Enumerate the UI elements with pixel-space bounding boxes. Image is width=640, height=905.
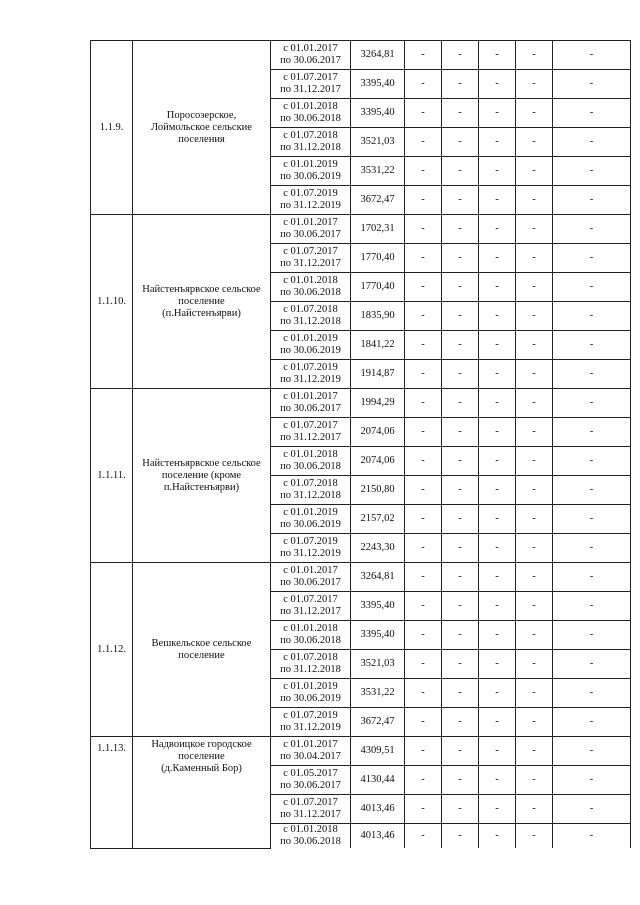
empty-value-dash: -	[516, 186, 553, 215]
empty-value-dash: -	[442, 650, 479, 679]
period-line: по 30.06.2018	[280, 113, 341, 124]
period-line: по 31.12.2018	[280, 316, 341, 327]
empty-value-dash: -	[553, 505, 631, 534]
tariff-value: 2157,02	[351, 505, 405, 534]
tariff-value: 1835,90	[351, 302, 405, 331]
empty-value-dash: -	[553, 157, 631, 186]
empty-value-dash: -	[516, 679, 553, 708]
table-row	[91, 563, 631, 592]
period-line: с 01.07.2017	[283, 246, 338, 257]
empty-value-dash: -	[553, 534, 631, 563]
tariff-value: 1770,40	[351, 244, 405, 273]
empty-value-dash: -	[442, 447, 479, 476]
period-line: по 31.12.2019	[280, 722, 341, 733]
period-line: по 31.12.2018	[280, 142, 341, 153]
empty-value-dash: -	[479, 244, 516, 273]
settlement-name-line: поселения	[178, 133, 225, 145]
empty-value-dash: -	[442, 41, 479, 70]
period-cell	[271, 273, 351, 302]
empty-value-dash: -	[442, 128, 479, 157]
empty-value-dash: -	[516, 273, 553, 302]
period-line: по 30.06.2017	[280, 403, 341, 414]
empty-value-dash: -	[442, 70, 479, 99]
empty-value-dash: -	[516, 215, 553, 244]
tariff-value: 3672,47	[351, 186, 405, 215]
tariff-value: 3521,03	[351, 650, 405, 679]
period-line: с 01.07.2019	[283, 188, 338, 199]
settlement-name-line: Лоймольское сельские	[151, 121, 252, 133]
period-line: по 30.06.2017	[280, 577, 341, 588]
period-line: с 01.01.2018	[283, 623, 338, 634]
period-cell	[271, 563, 351, 592]
empty-value-dash: -	[516, 41, 553, 70]
period-line: с 01.01.2017	[283, 43, 338, 54]
empty-value-dash: -	[479, 186, 516, 215]
empty-value-dash: -	[516, 331, 553, 360]
period-line: с 01.01.2017	[283, 391, 338, 402]
empty-value-dash: -	[479, 273, 516, 302]
period-cell	[271, 331, 351, 360]
empty-value-dash: -	[479, 389, 516, 418]
tariff-value: 2150,80	[351, 476, 405, 505]
empty-value-dash: -	[553, 476, 631, 505]
empty-value-dash: -	[553, 418, 631, 447]
period-line: с 01.01.2018	[283, 101, 338, 112]
period-line: по 31.12.2018	[280, 664, 341, 675]
period-line: с 01.07.2017	[283, 420, 338, 431]
tariff-value: 3395,40	[351, 621, 405, 650]
period-cell	[271, 737, 351, 766]
tariff-value: 3395,40	[351, 592, 405, 621]
tariff-value: 3264,81	[351, 41, 405, 70]
period-line: с 01.07.2017	[283, 72, 338, 83]
empty-value-dash: -	[553, 215, 631, 244]
period-cell	[271, 534, 351, 563]
tariff-value: 3395,40	[351, 99, 405, 128]
empty-value-dash: -	[516, 824, 553, 849]
empty-value-dash: -	[442, 99, 479, 128]
period-cell	[271, 128, 351, 157]
period-cell	[271, 679, 351, 708]
empty-value-dash: -	[405, 418, 442, 447]
empty-value-dash: -	[442, 505, 479, 534]
empty-value-dash: -	[405, 360, 442, 389]
period-line: по 30.06.2018	[280, 635, 341, 646]
empty-value-dash: -	[405, 215, 442, 244]
period-line: по 30.06.2017	[280, 780, 341, 791]
settlement-name-line: поселение	[178, 649, 225, 661]
period-cell	[271, 186, 351, 215]
empty-value-dash: -	[405, 766, 442, 795]
empty-value-dash: -	[516, 476, 553, 505]
empty-value-dash: -	[442, 186, 479, 215]
empty-value-dash: -	[405, 244, 442, 273]
period-line: с 01.07.2018	[283, 478, 338, 489]
empty-value-dash: -	[479, 41, 516, 70]
empty-value-dash: -	[516, 650, 553, 679]
tariff-value: 1702,31	[351, 215, 405, 244]
empty-value-dash: -	[442, 534, 479, 563]
empty-value-dash: -	[479, 679, 516, 708]
empty-value-dash: -	[479, 795, 516, 824]
period-line: с 01.01.2017	[283, 739, 338, 750]
empty-value-dash: -	[405, 99, 442, 128]
empty-value-dash: -	[479, 360, 516, 389]
period-line: по 30.06.2019	[280, 345, 341, 356]
tariff-value: 3521,03	[351, 128, 405, 157]
empty-value-dash: -	[553, 650, 631, 679]
empty-value-dash: -	[516, 418, 553, 447]
period-cell	[271, 157, 351, 186]
empty-value-dash: -	[405, 447, 442, 476]
empty-value-dash: -	[442, 157, 479, 186]
empty-value-dash: -	[553, 592, 631, 621]
empty-value-dash: -	[553, 302, 631, 331]
period-line: с 01.05.2017	[283, 768, 338, 779]
empty-value-dash: -	[479, 99, 516, 128]
empty-value-dash: -	[516, 389, 553, 418]
empty-value-dash: -	[516, 244, 553, 273]
empty-value-dash: -	[442, 679, 479, 708]
tariff-value: 2074,06	[351, 447, 405, 476]
empty-value-dash: -	[553, 766, 631, 795]
period-line: с 01.07.2018	[283, 304, 338, 315]
empty-value-dash: -	[553, 70, 631, 99]
empty-value-dash: -	[516, 157, 553, 186]
period-cell	[271, 795, 351, 824]
period-line: по 31.12.2017	[280, 258, 341, 269]
empty-value-dash: -	[442, 766, 479, 795]
period-line: по 31.12.2017	[280, 606, 341, 617]
empty-value-dash: -	[553, 41, 631, 70]
empty-value-dash: -	[442, 360, 479, 389]
period-line: по 30.06.2019	[280, 693, 341, 704]
empty-value-dash: -	[553, 447, 631, 476]
tariff-value: 3531,22	[351, 157, 405, 186]
empty-value-dash: -	[516, 302, 553, 331]
empty-value-dash: -	[405, 592, 442, 621]
empty-value-dash: -	[405, 273, 442, 302]
period-cell	[271, 360, 351, 389]
period-cell	[271, 621, 351, 650]
tariff-document	[90, 40, 630, 849]
settlement-name	[133, 389, 271, 563]
empty-value-dash: -	[553, 273, 631, 302]
settlement-name-line: поселение	[178, 295, 225, 307]
empty-value-dash: -	[405, 128, 442, 157]
period-line: по 30.06.2017	[280, 55, 341, 66]
period-cell	[271, 99, 351, 128]
empty-value-dash: -	[479, 476, 516, 505]
empty-value-dash: -	[442, 273, 479, 302]
settlement-name	[133, 215, 271, 389]
period-line: по 30.06.2017	[280, 229, 341, 240]
period-line: по 31.12.2018	[280, 490, 341, 501]
period-cell	[271, 824, 351, 849]
table-row	[91, 737, 631, 766]
empty-value-dash: -	[553, 824, 631, 849]
empty-value-dash: -	[479, 592, 516, 621]
empty-value-dash: -	[442, 331, 479, 360]
empty-value-dash: -	[405, 824, 442, 849]
empty-value-dash: -	[479, 418, 516, 447]
empty-value-dash: -	[442, 737, 479, 766]
settlement-name-line: Поросозерское,	[166, 109, 237, 121]
empty-value-dash: -	[442, 418, 479, 447]
empty-value-dash: -	[479, 331, 516, 360]
empty-value-dash: -	[479, 302, 516, 331]
period-line: с 01.01.2018	[283, 449, 338, 460]
period-cell	[271, 389, 351, 418]
period-cell	[271, 505, 351, 534]
empty-value-dash: -	[553, 389, 631, 418]
period-line: с 01.07.2018	[283, 130, 338, 141]
empty-value-dash: -	[405, 737, 442, 766]
empty-value-dash: -	[405, 650, 442, 679]
empty-value-dash: -	[405, 389, 442, 418]
empty-value-dash: -	[479, 534, 516, 563]
period-line: по 31.12.2019	[280, 374, 341, 385]
empty-value-dash: -	[442, 592, 479, 621]
row-code: 1.1.10.	[91, 215, 133, 389]
empty-value-dash: -	[553, 331, 631, 360]
empty-value-dash: -	[405, 186, 442, 215]
empty-value-dash: -	[516, 360, 553, 389]
period-cell	[271, 70, 351, 99]
empty-value-dash: -	[442, 621, 479, 650]
settlement-name	[133, 563, 271, 737]
period-line: с 01.07.2019	[283, 362, 338, 373]
empty-value-dash: -	[553, 360, 631, 389]
period-line: по 31.12.2019	[280, 200, 341, 211]
empty-value-dash: -	[405, 331, 442, 360]
period-line: с 01.01.2017	[283, 217, 338, 228]
period-cell	[271, 476, 351, 505]
empty-value-dash: -	[516, 592, 553, 621]
period-line: с 01.01.2019	[283, 159, 338, 170]
table-row	[91, 41, 631, 70]
row-code: 1.1.11.	[91, 389, 133, 563]
tariff-value: 3264,81	[351, 563, 405, 592]
empty-value-dash: -	[405, 41, 442, 70]
tariff-value: 2243,30	[351, 534, 405, 563]
period-line: с 01.01.2019	[283, 681, 338, 692]
empty-value-dash: -	[516, 505, 553, 534]
empty-value-dash: -	[553, 679, 631, 708]
period-line: по 30.06.2018	[280, 461, 341, 472]
tariff-value: 1914,87	[351, 360, 405, 389]
empty-value-dash: -	[442, 824, 479, 849]
empty-value-dash: -	[516, 563, 553, 592]
settlement-name-line: Вешкельское сельское	[151, 637, 252, 649]
empty-value-dash: -	[479, 621, 516, 650]
empty-value-dash: -	[442, 708, 479, 737]
empty-value-dash: -	[479, 650, 516, 679]
tariff-value: 1770,40	[351, 273, 405, 302]
empty-value-dash: -	[405, 70, 442, 99]
empty-value-dash: -	[442, 215, 479, 244]
period-line: с 01.01.2017	[283, 565, 338, 576]
empty-value-dash: -	[516, 708, 553, 737]
row-code: 1.1.12.	[91, 563, 133, 737]
empty-value-dash: -	[553, 795, 631, 824]
tariff-value: 3672,47	[351, 708, 405, 737]
settlement-name	[133, 737, 271, 849]
table-row	[91, 215, 631, 244]
empty-value-dash: -	[479, 70, 516, 99]
settlement-name-line: п.Найстенъярви)	[163, 481, 240, 493]
tariff-value: 4013,46	[351, 795, 405, 824]
empty-value-dash: -	[553, 708, 631, 737]
period-line: по 30.04.2017	[280, 751, 341, 762]
settlement-name-line: поселение (кроме	[161, 469, 242, 481]
empty-value-dash: -	[405, 476, 442, 505]
period-line: с 01.07.2017	[283, 797, 338, 808]
empty-value-dash: -	[479, 505, 516, 534]
period-line: по 30.06.2018	[280, 287, 341, 298]
empty-value-dash: -	[405, 621, 442, 650]
tariff-value: 4013,46	[351, 824, 405, 849]
empty-value-dash: -	[516, 70, 553, 99]
empty-value-dash: -	[479, 737, 516, 766]
period-cell	[271, 302, 351, 331]
empty-value-dash: -	[405, 157, 442, 186]
empty-value-dash: -	[405, 505, 442, 534]
settlement-name-line: (п.Найстенъярви)	[162, 307, 241, 319]
period-line: по 31.12.2019	[280, 548, 341, 559]
empty-value-dash: -	[516, 795, 553, 824]
period-line: по 30.06.2019	[280, 171, 341, 182]
empty-value-dash: -	[516, 621, 553, 650]
tariff-value: 4309,51	[351, 737, 405, 766]
row-code: 1.1.13.	[91, 737, 133, 849]
empty-value-dash: -	[442, 244, 479, 273]
settlement-name-line: (д.Каменный Бор)	[161, 763, 242, 774]
period-cell	[271, 766, 351, 795]
tariff-value: 1994,29	[351, 389, 405, 418]
period-line: с 01.07.2019	[283, 710, 338, 721]
empty-value-dash: -	[516, 447, 553, 476]
empty-value-dash: -	[516, 99, 553, 128]
period-line: с 01.01.2018	[283, 275, 338, 286]
empty-value-dash: -	[553, 244, 631, 273]
empty-value-dash: -	[442, 563, 479, 592]
period-line: по 31.12.2017	[280, 84, 341, 95]
empty-value-dash: -	[405, 302, 442, 331]
empty-value-dash: -	[553, 99, 631, 128]
empty-value-dash: -	[405, 679, 442, 708]
empty-value-dash: -	[516, 737, 553, 766]
empty-value-dash: -	[479, 824, 516, 849]
period-cell	[271, 215, 351, 244]
period-cell	[271, 708, 351, 737]
tariff-value: 2074,06	[351, 418, 405, 447]
period-line: с 01.07.2018	[283, 652, 338, 663]
period-line: с 01.07.2017	[283, 594, 338, 605]
settlement-name-line: Найстенъярвское сельское	[142, 283, 261, 295]
settlement-name-line: Надвоицкое городское	[151, 739, 252, 750]
period-line: с 01.01.2019	[283, 507, 338, 518]
empty-value-dash: -	[405, 795, 442, 824]
period-line: по 30.06.2019	[280, 519, 341, 530]
period-cell	[271, 592, 351, 621]
tariff-table	[90, 40, 631, 849]
empty-value-dash: -	[442, 389, 479, 418]
tariff-value: 3395,40	[351, 70, 405, 99]
empty-value-dash: -	[516, 766, 553, 795]
period-line: с 01.01.2019	[283, 333, 338, 344]
empty-value-dash: -	[442, 302, 479, 331]
period-cell	[271, 650, 351, 679]
empty-value-dash: -	[479, 708, 516, 737]
empty-value-dash: -	[479, 766, 516, 795]
empty-value-dash: -	[405, 563, 442, 592]
period-line: по 30.06.2018	[280, 836, 341, 847]
period-cell	[271, 418, 351, 447]
empty-value-dash: -	[405, 708, 442, 737]
empty-value-dash: -	[553, 186, 631, 215]
settlement-name	[133, 41, 271, 215]
empty-value-dash: -	[479, 157, 516, 186]
period-cell	[271, 244, 351, 273]
empty-value-dash: -	[553, 128, 631, 157]
empty-value-dash: -	[553, 563, 631, 592]
row-code: 1.1.9.	[91, 41, 133, 215]
empty-value-dash: -	[516, 534, 553, 563]
settlement-name-line: поселение	[178, 751, 225, 762]
period-line: по 31.12.2017	[280, 432, 341, 443]
empty-value-dash: -	[479, 215, 516, 244]
settlement-name-line: Найстенъярвское сельское	[142, 457, 261, 469]
period-cell	[271, 41, 351, 70]
period-line: с 01.01.2018	[283, 824, 338, 835]
empty-value-dash: -	[442, 476, 479, 505]
tariff-value: 1841,22	[351, 331, 405, 360]
period-line: по 31.12.2017	[280, 809, 341, 820]
empty-value-dash: -	[479, 563, 516, 592]
empty-value-dash: -	[516, 128, 553, 157]
empty-value-dash: -	[553, 737, 631, 766]
empty-value-dash: -	[442, 795, 479, 824]
tariff-value: 3531,22	[351, 679, 405, 708]
empty-value-dash: -	[405, 534, 442, 563]
empty-value-dash: -	[553, 621, 631, 650]
table-row	[91, 389, 631, 418]
period-line: с 01.07.2019	[283, 536, 338, 547]
empty-value-dash: -	[479, 447, 516, 476]
empty-value-dash: -	[479, 128, 516, 157]
period-cell	[271, 447, 351, 476]
tariff-value: 4130,44	[351, 766, 405, 795]
